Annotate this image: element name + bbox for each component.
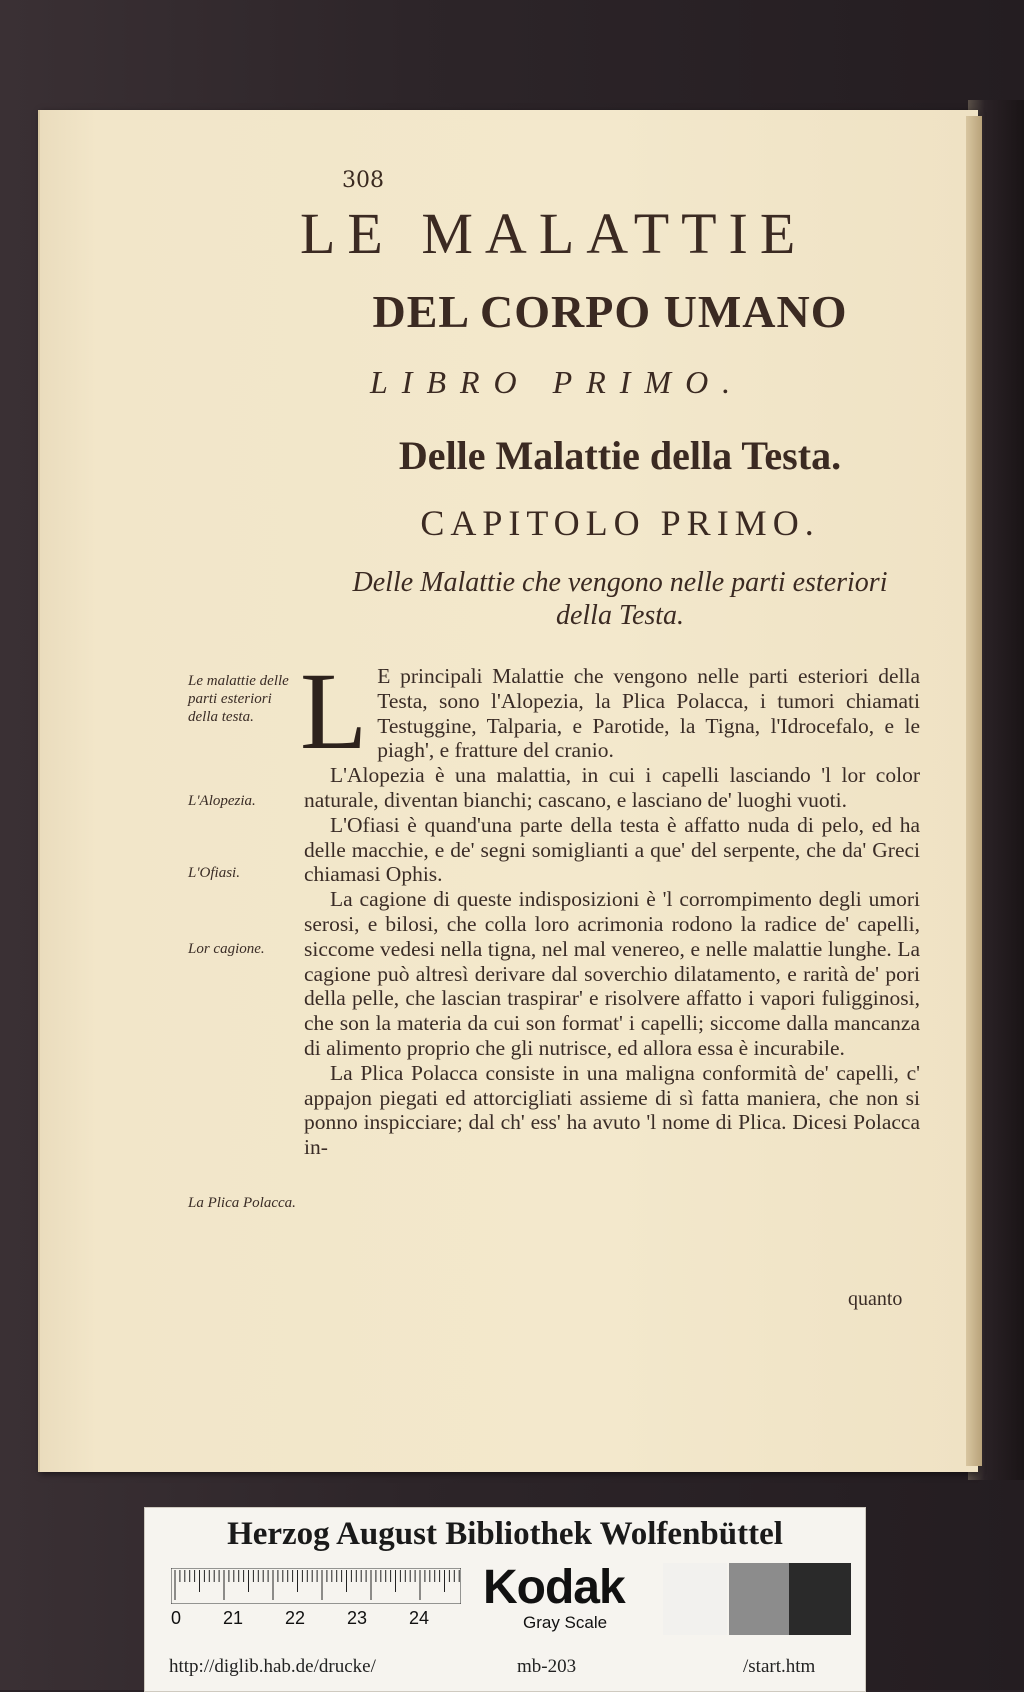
paragraph-alopezia: L'Alopezia è una malattia, in cui i capelli lasciando 'l lor color naturale, diventan bianchi; cascano, e lasciano de' luoghi vuoti. bbox=[304, 763, 920, 812]
paragraph-ofiasi: L'Ofiasi è quand'una parte della testa è affatto nuda di pelo, ed ha delle macchie, e de' segni somiglianti a que' del serpente, che da' Greci chiamasi Ophis. bbox=[304, 812, 920, 887]
ruler-label: 22 bbox=[285, 1608, 306, 1628]
paragraph-cagione: La cagione di queste indisposizioni è 'l corrompimento degli umori serosi, e bilosi, che colla loro acrimonia rodono la radice de' capelli, siccome vedesi nella tigna, nel mal venereo, e nelle malattie lunghe. La cagione può altresì derivare dal soverchio dilatamento, e rarità de' pori della pelle, che lascian traspirar' e risolvere affatto i vapori fuligginosi, che son la materia da cui son format' i capelli; siccome dalla mancanza di alimento proprio che gli nutrisce, ed allora essa è incurabile. bbox=[304, 887, 920, 1060]
body-text bbox=[300, 650, 920, 1160]
part-title: Delle Malattie della Testa. bbox=[398, 433, 842, 478]
chapter-subtitle-line-1: Delle Malattie che vengono nelle parti esteriori bbox=[352, 567, 888, 598]
margin-note-ofiasi: L'Ofiasi. bbox=[188, 865, 240, 881]
gray-scale-label: Gray Scale bbox=[523, 1613, 608, 1632]
chapter-subtitle bbox=[300, 566, 940, 632]
catchword: quanto bbox=[848, 1288, 903, 1310]
kodak-logo: Kodak bbox=[483, 1561, 625, 1614]
margin-note-alopezia: L'Alopezia. bbox=[188, 793, 256, 809]
main-title: LE MALATTIE bbox=[300, 201, 808, 266]
url-suffix: /start.htm bbox=[743, 1656, 816, 1677]
page-number: 308 bbox=[342, 168, 384, 193]
ruler-label: 23 bbox=[347, 1608, 368, 1628]
chapter-title: CAPITOLO PRIMO. bbox=[420, 503, 820, 543]
paragraph-intro-text: E principali Malattie che vengono nelle parti esteriori della Testa, sono l'Alopezia, la Plica Polacca, i tumori chiamati Testuggine, Talparia, e Parotide, la Tigna, l'Idrocefalo, e le piagh', e fratture del cranio. bbox=[377, 664, 920, 763]
ruler-scale bbox=[171, 1568, 461, 1604]
margin-note-plica: La Plica Polacca. bbox=[188, 1195, 296, 1211]
gray-swatch-white bbox=[663, 1563, 727, 1635]
dropcap: L bbox=[300, 650, 368, 772]
url-prefix: http://diglib.hab.de/drucke/ bbox=[169, 1656, 376, 1677]
url-id: mb-203 bbox=[517, 1656, 577, 1677]
paragraph-plica: La Plica Polacca consiste in una maligna conformità de' capelli, c' appajon piegati ed attorcigliati assieme di sì fatta maniera, che non si ponno inspicciare; dal ch' ess' ha avuto 'l nome di Plica. Dicesi Polacca in- bbox=[304, 1060, 920, 1160]
sub-title: DEL CORPO UMANO bbox=[372, 286, 848, 337]
ruler-label: 21 bbox=[223, 1608, 244, 1628]
library-name: Herzog August Bibliothek Wolfenbüttel bbox=[227, 1516, 783, 1552]
library-card bbox=[144, 1507, 866, 1692]
gray-swatch-mid bbox=[729, 1563, 789, 1635]
ruler-label: 24 bbox=[409, 1608, 430, 1628]
gray-swatch-dark bbox=[789, 1563, 851, 1635]
margin-note-cagione: Lor cagione. bbox=[188, 941, 265, 957]
chapter-subtitle-line-2: della Testa. bbox=[555, 600, 685, 631]
book-title: LIBRO PRIMO. bbox=[370, 364, 745, 400]
margin-note-malattie: Le malattie delle parti esteriori della testa. bbox=[188, 673, 289, 725]
ruler-label: 0 bbox=[171, 1608, 182, 1628]
paragraph-intro bbox=[300, 650, 920, 772]
page-edge bbox=[966, 116, 982, 1466]
